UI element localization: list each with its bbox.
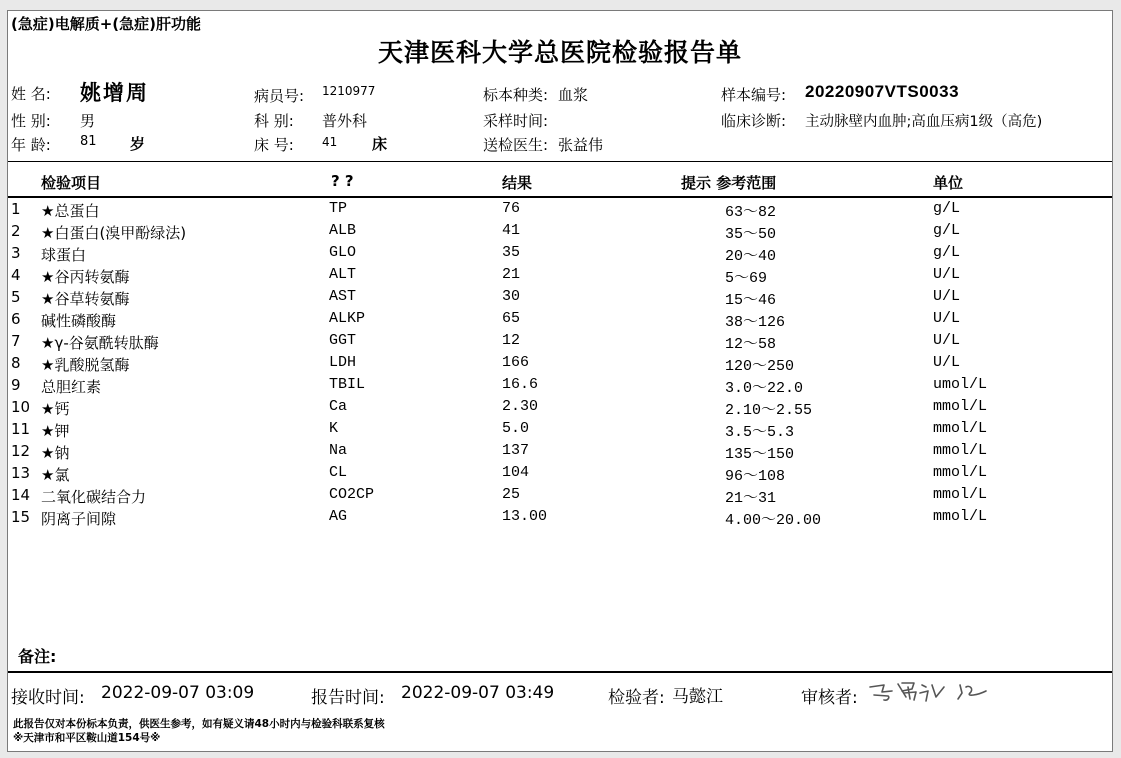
table-row [8, 375, 1112, 396]
reference-range: 3.5～5.3 [725, 424, 795, 441]
sample-no-label: 样本编号: [721, 86, 787, 104]
item-name: ★钙 [41, 400, 70, 418]
table-row [8, 221, 1112, 242]
reviewer-signature [866, 675, 996, 707]
reviewer-label: 审核者: [801, 688, 858, 708]
patient-dept: 普外科 [322, 112, 368, 130]
result-value: 35 [502, 244, 521, 261]
item-name: ★γ-谷氨酰转肽酶 [41, 334, 159, 352]
unit: mmol/L [933, 420, 988, 437]
report-time: 2022-09-07 03:49 [401, 683, 555, 703]
reference-range: 63～82 [725, 204, 777, 221]
table-row [8, 199, 1112, 220]
patient-no: 1210977 [322, 84, 376, 98]
table-row [8, 507, 1112, 528]
age-label: 年 龄: [11, 136, 51, 154]
item-code: GGT [329, 332, 357, 349]
reference-range: 135～150 [725, 446, 795, 463]
item-name: 总胆红素 [41, 378, 102, 396]
reference-range: 2.10～2.55 [725, 402, 813, 419]
result-value: 25 [502, 486, 521, 503]
name-label: 姓 名: [11, 85, 51, 103]
row-number: 5 [11, 288, 21, 306]
unit: umol/L [933, 376, 988, 393]
report-time-label: 报告时间: [311, 688, 385, 708]
unit: U/L [933, 266, 961, 283]
row-number: 7 [11, 332, 21, 350]
unit: mmol/L [933, 508, 988, 525]
gender-label: 性 别: [11, 112, 51, 130]
row-number: 9 [11, 376, 21, 394]
item-name: ★氯 [41, 466, 70, 484]
item-code: GLO [329, 244, 357, 261]
item-code: AST [329, 288, 357, 305]
reference-range: 21～31 [725, 490, 777, 507]
result-value: 65 [502, 310, 521, 327]
table-row [8, 353, 1112, 374]
specimen-type: 血浆 [558, 86, 589, 104]
item-code: CO2CP [329, 486, 375, 503]
patient-bed: 41 [322, 135, 338, 149]
item-code: K [329, 420, 339, 437]
result-value: 104 [502, 464, 530, 481]
row-number: 4 [11, 266, 21, 284]
result-value: 2.30 [502, 398, 539, 415]
bed-unit: 床 [372, 135, 388, 153]
unit: mmol/L [933, 398, 988, 415]
dept-label: 科 别: [254, 112, 294, 130]
report-title: 天津医科大学总医院检验报告单 [377, 38, 742, 67]
result-value: 166 [502, 354, 530, 371]
table-row [8, 287, 1112, 308]
item-name: ★白蛋白(溴甲酚绿法) [41, 224, 187, 242]
col-header-item: 检验项目 [41, 174, 102, 192]
reference-range: 96～108 [725, 468, 786, 485]
table-header-rule [8, 196, 1112, 198]
reference-range: 120～250 [725, 358, 795, 375]
table-row [8, 243, 1112, 264]
col-header-result: 结果 [502, 174, 533, 192]
table-row [8, 463, 1112, 484]
result-value: 21 [502, 266, 521, 283]
reference-range: 15～46 [725, 292, 777, 309]
row-number: 3 [11, 244, 21, 262]
result-value: 41 [502, 222, 521, 239]
row-number: 6 [11, 310, 21, 328]
item-name: ★谷草转氨酶 [41, 290, 130, 308]
table-row [8, 397, 1112, 418]
table-row [8, 441, 1112, 462]
item-code: TBIL [329, 376, 366, 393]
sample-no: 20220907VTS0033 [805, 82, 960, 101]
item-name: ★钠 [41, 444, 70, 462]
row-number: 11 [11, 420, 31, 438]
tester-name: 马懿江 [672, 687, 723, 707]
result-value: 16.6 [502, 376, 539, 393]
collect-time-label: 采样时间: [483, 112, 549, 130]
test-name: (急症)电解质+(急症)肝功能 [11, 15, 201, 33]
row-number: 13 [11, 464, 31, 482]
lab-report-sheet [7, 10, 1113, 752]
col-header-hint-ref: 提示 参考范围 [681, 174, 777, 192]
item-code: LDH [329, 354, 357, 371]
row-number: 1 [11, 200, 21, 218]
result-value: 30 [502, 288, 521, 305]
tester-label: 检验者: [608, 688, 665, 708]
row-number: 12 [11, 442, 31, 460]
table-row [8, 309, 1112, 330]
age-unit: 岁 [130, 135, 146, 153]
reference-range: 3.0～22.0 [725, 380, 804, 397]
unit: U/L [933, 332, 961, 349]
item-code: ALT [329, 266, 357, 283]
patient-age: 81 [80, 134, 97, 149]
unit: mmol/L [933, 486, 988, 503]
item-code: CL [329, 464, 348, 481]
result-value: 12 [502, 332, 521, 349]
unit: U/L [933, 288, 961, 305]
reference-range: 38～126 [725, 314, 786, 331]
header-rule [8, 161, 1112, 162]
receive-time-label: 接收时间: [11, 688, 85, 708]
unit: mmol/L [933, 442, 988, 459]
clinical-diagnosis: 主动脉壁内血肿;高血压病1级（高危) [805, 114, 1043, 130]
patient-name: 姚增周 [80, 81, 149, 105]
item-code: ALB [329, 222, 357, 239]
unit: g/L [933, 200, 961, 217]
doctor-label: 送检医生: [483, 136, 549, 154]
item-name: 球蛋白 [41, 246, 87, 264]
reference-range: 5～69 [725, 270, 768, 287]
item-name: ★谷丙转氨酶 [41, 268, 130, 286]
col-header-unit: 单位 [933, 174, 964, 192]
item-code: ALKP [329, 310, 366, 327]
row-number: 2 [11, 222, 21, 240]
table-row [8, 265, 1112, 286]
hospital-address: ※天津市和平区鞍山道154号※ [13, 732, 161, 744]
result-value: 137 [502, 442, 530, 459]
unit: U/L [933, 310, 961, 327]
item-code: TP [329, 200, 348, 217]
item-code: Ca [329, 398, 348, 415]
disclaimer-text: 此报告仅对本份标本负责，供医生参考，如有疑义请48小时内与检验科联系复核 [13, 718, 385, 730]
col-header-code: ? ? [331, 172, 354, 190]
row-number: 10 [11, 398, 31, 416]
item-name: 阴离子间隙 [41, 510, 117, 528]
unit: mmol/L [933, 464, 988, 481]
item-name: 碱性磷酸酶 [41, 312, 117, 330]
table-row [8, 419, 1112, 440]
item-name: ★钾 [41, 422, 70, 440]
unit: g/L [933, 222, 961, 239]
row-number: 15 [11, 508, 31, 526]
item-code: Na [329, 442, 348, 459]
unit: U/L [933, 354, 961, 371]
result-value: 76 [502, 200, 521, 217]
reference-range: 4.00～20.00 [725, 512, 822, 529]
specimen-label: 标本种类: [483, 86, 549, 104]
item-name: 二氧化碳结合力 [41, 488, 147, 506]
bed-label: 床 号: [254, 136, 294, 154]
referring-doctor: 张益伟 [558, 136, 604, 154]
patient-gender: 男 [80, 112, 96, 130]
patient-no-label: 病员号: [254, 87, 305, 105]
row-number: 8 [11, 354, 21, 372]
item-name: ★乳酸脱氢酶 [41, 356, 130, 374]
diagnosis-label: 临床诊断: [721, 112, 787, 130]
reference-range: 12～58 [725, 336, 777, 353]
result-value: 13.00 [502, 508, 548, 525]
item-name: ★总蛋白 [41, 202, 100, 220]
reference-range: 20～40 [725, 248, 777, 265]
footer-rule [8, 671, 1112, 673]
table-row [8, 331, 1112, 352]
item-code: AG [329, 508, 348, 525]
reference-range: 35～50 [725, 226, 777, 243]
table-row [8, 485, 1112, 506]
row-number: 14 [11, 486, 31, 504]
receive-time: 2022-09-07 03:09 [101, 683, 255, 703]
remarks-label: 备注: [18, 647, 57, 666]
result-value: 5.0 [502, 420, 530, 437]
unit: g/L [933, 244, 961, 261]
